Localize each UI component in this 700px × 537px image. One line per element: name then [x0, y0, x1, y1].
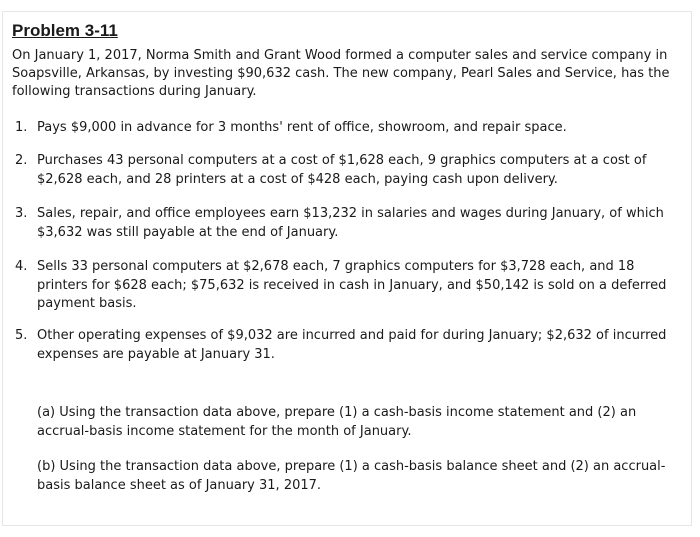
transaction-text: Sells 33 personal computers at $2,678 each, 7 graphics computers for $3,728 each, and 18 printers for $628 each; $75,632 is received in cash in January, and $50,142 is sold on a deferred payment basis.	[37, 259, 667, 311]
transaction-item-5	[15, 327, 680, 364]
transaction-item-2	[15, 152, 680, 189]
question-part-a: (a) Using the transaction data above, prepare (1) a cash-basis income statement and (2) an accrual-basis income statement for the month of January.	[37, 405, 637, 439]
problem-title: Problem 3-11	[12, 21, 118, 40]
transaction-text: Sales, repair, and office employees earn $13,232 in salaries and wages during January, of which $3,632 was still payable at the end of January.	[37, 206, 664, 240]
transaction-text: Other operating expenses of $9,032 are incurred and paid for during January; $2,632 of incurred expenses are payable at January 31.	[37, 328, 667, 362]
transaction-number: 1.	[15, 120, 28, 135]
transaction-number: 4.	[15, 259, 28, 274]
question-part-b: (b) Using the transaction data above, prepare (1) a cash-basis balance sheet and (2) an accrual-basis balance sheet as of January 31, 2017.	[37, 459, 666, 493]
transaction-item-3	[15, 205, 680, 242]
transaction-text: Pays $9,000 in advance for 3 months' rent of office, showroom, and repair space.	[37, 120, 567, 135]
transaction-number: 2.	[15, 153, 28, 168]
transaction-number: 3.	[15, 206, 28, 221]
transaction-number: 5.	[15, 328, 28, 343]
transaction-text: Purchases 43 personal computers at a cost of $1,628 each, 9 graphics computers at a cost of $2,628 each, and 28 printers at a cost of $428 each, paying cash upon delivery.	[37, 153, 647, 187]
transaction-item-1	[15, 119, 680, 138]
transaction-item-4	[15, 258, 680, 314]
problem-intro: On January 1, 2017, Norma Smith and Grant Wood formed a computer sales and service company in Soapsville, Arkansas, by investing $90,632 cash. The new company, Pearl Sales and Service, has the following transactions during January.	[12, 48, 670, 99]
